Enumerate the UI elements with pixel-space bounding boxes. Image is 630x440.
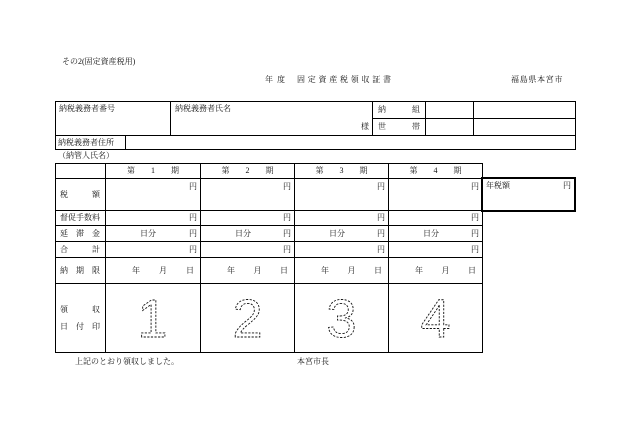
label-char: 3: [339, 166, 344, 175]
tax-group-code-cell: [425, 101, 474, 119]
due-date-label: [60, 266, 100, 276]
receipt-stamp-cell-3: [294, 283, 389, 353]
total-cell-2: [200, 241, 295, 258]
tax-amount-cell-3: [294, 178, 389, 211]
due-date-fields: [415, 266, 476, 276]
label-char: 促: [68, 213, 76, 222]
label-char: 金: [92, 228, 100, 238]
yen-unit: 円: [471, 182, 479, 191]
due-date-fields: [321, 266, 382, 276]
label-char: 期: [359, 166, 368, 175]
yen-unit: 円: [283, 182, 291, 191]
yen-unit: 円: [283, 244, 291, 254]
yen-unit: 円: [377, 244, 385, 254]
date-year-unit: 年: [132, 265, 140, 275]
label-char: 納: [378, 105, 386, 114]
taxpayer-info-table: [55, 101, 576, 150]
yen-unit: 円: [377, 182, 385, 191]
reminder-fee-cell-3: [294, 210, 389, 226]
period-4-header: [410, 166, 462, 176]
mayor-signatory: 本宮市長: [297, 357, 329, 366]
days-unit: 日分: [235, 228, 251, 238]
period-3-header-cell: [294, 163, 389, 179]
date-day-unit: 日: [374, 265, 382, 275]
total-cell-1: [105, 241, 201, 258]
due-date-fields: [132, 266, 194, 276]
yen-unit: 円: [189, 213, 197, 222]
label-char: 額: [92, 189, 100, 199]
stamp-number-graphic: [106, 284, 199, 352]
receipt-label: [60, 305, 100, 315]
table-corner-cell: [55, 163, 106, 179]
stamp-number-1: 1: [137, 289, 168, 349]
receipt-stamp-label-cell: [55, 283, 106, 353]
tax-amount-cell-4: [388, 178, 483, 211]
yen-unit: 円: [283, 213, 291, 222]
fiscal-year-label: 年度: [265, 75, 289, 84]
label-char: 世: [378, 122, 386, 131]
receipt-stamp-cell-1: [105, 283, 201, 353]
yen-unit: 円: [189, 182, 197, 191]
label-char: 期: [76, 265, 84, 275]
label-char: 付: [76, 322, 84, 331]
period-2-header: [222, 166, 274, 176]
label-char: 延: [60, 228, 68, 238]
tax-amount-label: [60, 190, 100, 200]
taxpayer-number-label: 納税義務者番号: [59, 104, 115, 113]
label-char: 第: [221, 166, 230, 175]
honorific-suffix: 様: [361, 122, 369, 131]
tax-group-value-cell: [473, 101, 576, 119]
label-char: 収: [92, 305, 100, 314]
label-char: 滞: [76, 228, 84, 238]
date-year-unit: 年: [415, 265, 423, 275]
tax-amount-label-cell: [55, 178, 106, 211]
receipt-stamp-cell-4: [388, 283, 483, 353]
date-day-unit: 日: [186, 265, 194, 275]
late-fee-label-cell: [55, 225, 106, 242]
label-char: 期: [171, 166, 179, 175]
date-month-unit: 月: [347, 265, 356, 275]
period-1-header: [127, 166, 179, 176]
due-date-cell-3: [294, 257, 389, 284]
late-fee-cell-2: [200, 225, 295, 242]
reminder-fee-label-cell: [55, 210, 106, 226]
date-month-unit: 月: [441, 265, 450, 275]
yen-unit: 円: [377, 213, 385, 222]
annual-tax-box: [481, 177, 576, 212]
date-stamp-label: [60, 322, 100, 332]
due-date-fields: [227, 266, 288, 276]
due-date-cell-1: [105, 257, 201, 284]
label-char: 合: [60, 244, 68, 254]
label-char: 納: [60, 265, 68, 275]
late-fee-label: [60, 229, 100, 239]
date-year-unit: 年: [227, 265, 235, 275]
yen-unit: 円: [563, 181, 571, 190]
label-char: 2: [245, 166, 250, 175]
label-char: 税: [60, 189, 68, 199]
yen-unit: 円: [189, 244, 197, 254]
stamp-number-4: 4: [420, 289, 451, 349]
annual-tax-label: 年税額: [486, 181, 510, 190]
stamp-number-graphic: [201, 284, 294, 352]
label-char: 第: [127, 166, 135, 175]
label-char: 4: [433, 166, 438, 175]
days-unit: 日分: [140, 228, 156, 238]
label-char: 限: [92, 265, 100, 275]
receipt-statement: 上記のとおり領収しました。: [75, 357, 179, 366]
stamp-number-graphic: [295, 284, 388, 352]
yen-unit: 円: [471, 228, 479, 238]
label-char: 料: [92, 213, 100, 222]
label-char: 日: [60, 322, 68, 331]
due-date-label-cell: [55, 257, 106, 284]
form-code: その2(固定資産税用): [62, 57, 136, 66]
reminder-fee-cell-1: [105, 210, 201, 226]
household-value-cell: [473, 118, 576, 136]
installment-table: [55, 163, 483, 353]
document-title: 固定資産税領収証書: [297, 75, 394, 84]
yen-unit: 円: [283, 228, 291, 238]
issuer-name: 福島県本宮市: [511, 75, 564, 84]
taxpayer-address-label: 納税義務者住所: [58, 137, 114, 147]
date-day-unit: 日: [468, 265, 476, 275]
reminder-fee-cell-2: [200, 210, 295, 226]
taxpayer-number-cell: [55, 101, 171, 136]
date-month-unit: 月: [253, 265, 262, 275]
yen-unit: 円: [471, 244, 479, 254]
total-label: [60, 245, 100, 255]
due-date-cell-2: [200, 257, 295, 284]
date-year-unit: 年: [321, 265, 329, 275]
period-3-header: [316, 166, 368, 176]
tax-amount-cell-2: [200, 178, 295, 211]
label-char: 領: [60, 305, 68, 314]
period-2-header-cell: [200, 163, 295, 179]
household-code-cell: [425, 118, 474, 136]
total-cell-4: [388, 241, 483, 258]
days-unit: 日分: [423, 228, 439, 238]
period-4-header-cell: [388, 163, 483, 179]
stamp-number-3: 3: [326, 289, 357, 349]
date-day-unit: 日: [280, 265, 288, 275]
label-char: 手: [76, 213, 84, 222]
tax-amount-cell-1: [105, 178, 201, 211]
label-char: 督: [60, 213, 68, 222]
label-char: 第: [315, 166, 324, 175]
yen-unit: 円: [377, 228, 385, 238]
tax-group-label: [378, 105, 420, 115]
label-char: 計: [92, 244, 100, 254]
period-1-header-cell: [105, 163, 201, 179]
taxpayer-name-cell: [170, 101, 373, 136]
date-month-unit: 月: [159, 265, 167, 275]
taxpayer-address-label-cell: [55, 135, 126, 150]
label-char: 組: [412, 105, 420, 114]
label-char: 数: [84, 213, 92, 222]
household-label: [378, 122, 420, 132]
label-char: 1: [151, 166, 155, 175]
receipt-stamp-cell-2: [200, 283, 295, 353]
total-cell-3: [294, 241, 389, 258]
late-fee-cell-1: [105, 225, 201, 242]
taxpayer-name-label: 納税義務者氏名: [175, 104, 231, 113]
total-label-cell: [55, 241, 106, 258]
reminder-fee-cell-4: [388, 210, 483, 226]
stamp-number-graphic: [389, 284, 482, 352]
tax-manager-name-label: （納管人氏名）: [58, 151, 114, 160]
label-char: 印: [92, 322, 100, 331]
label-char: 帯: [412, 122, 420, 131]
due-date-cell-4: [388, 257, 483, 284]
yen-unit: 円: [189, 228, 197, 238]
late-fee-cell-4: [388, 225, 483, 242]
label-char: 第: [409, 166, 418, 175]
stamp-number-2: 2: [232, 289, 263, 349]
label-char: 期: [453, 166, 462, 175]
days-unit: 日分: [329, 228, 345, 238]
label-char: 期: [265, 166, 274, 175]
taxpayer-address-value-cell: [125, 135, 576, 150]
household-label-cell: [372, 118, 426, 136]
tax-group-label-cell: [372, 101, 426, 119]
yen-unit: 円: [471, 213, 479, 222]
reminder-fee-label: [60, 213, 100, 223]
late-fee-cell-3: [294, 225, 389, 242]
